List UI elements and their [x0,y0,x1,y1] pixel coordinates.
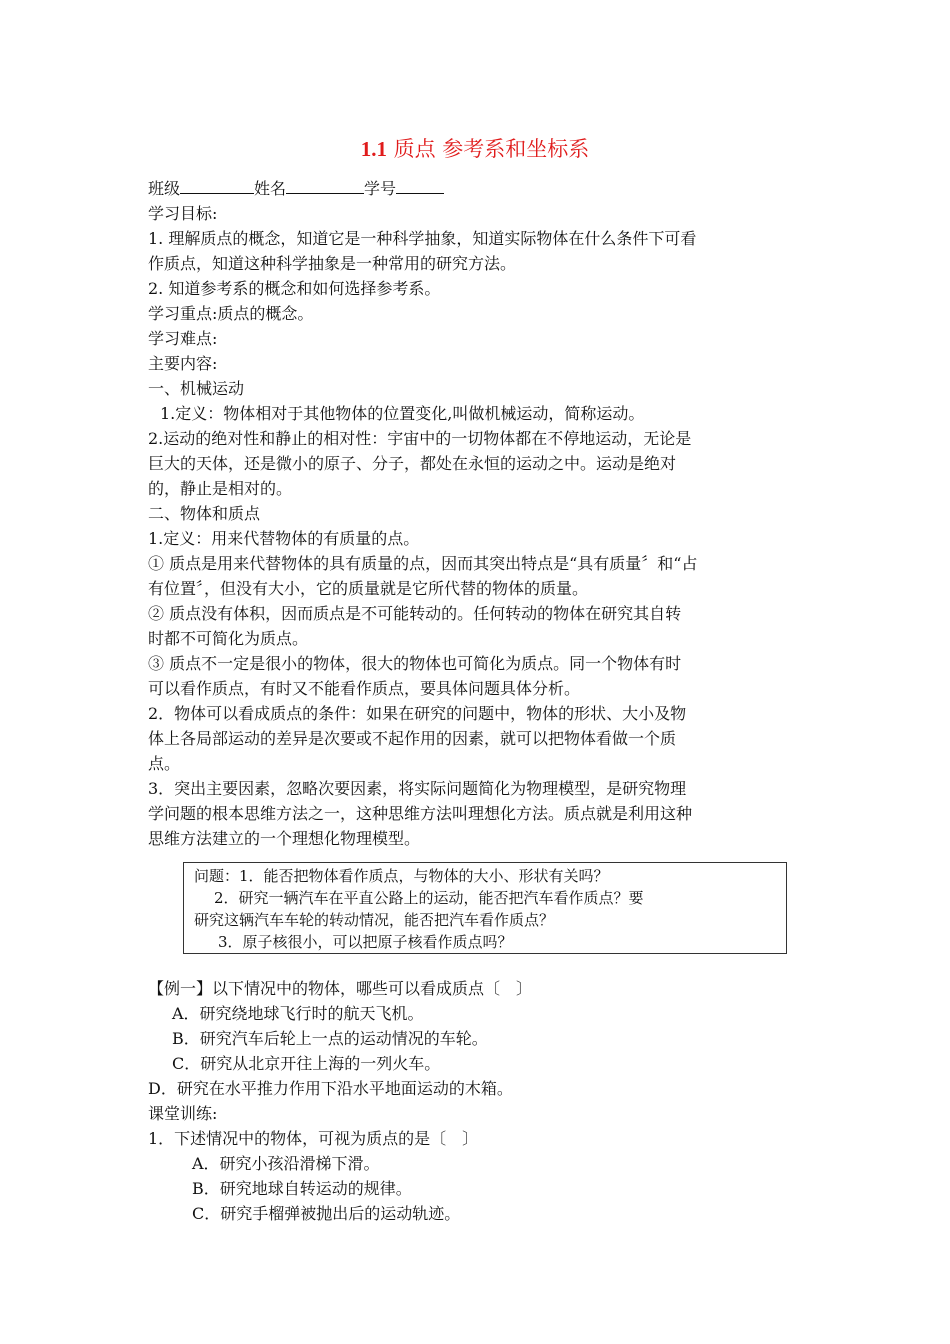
text-line: 学问题的根本思维方法之一，这种思维方法叫理想化方法。质点就是利用这种 [148,804,693,823]
text-line: 的，静止是相对的。 [148,479,293,498]
title-number: 1.1 [360,137,387,161]
text-line: ③ 质点不一定是很小的物体，很大的物体也可简化为质点。同一个物体有时 [148,654,682,673]
example-option: A．研究绕地球飞行时的航天飞机。 [172,1004,424,1023]
text-line: 学习目标: [148,204,218,223]
text-line: 学习重点:质点的概念。 [148,304,314,323]
practice-option: B．研究地球自转运动的规律。 [192,1179,412,1198]
text-line: 体上各局部运动的差异是次要或不起作用的因素，就可以把物体看做一个质 [148,729,677,748]
text-line: 巨大的天体，还是微小的原子、分子，都处在永恒的运动之中。运动是绝对 [148,454,677,473]
text-line: 一、机械运动 [148,379,245,398]
practice-option: C．研究手榴弹被抛出后的运动轨迹。 [192,1204,461,1223]
box-line: 问题：1．能否把物体看作质点，与物体的大小、形状有关吗？ [194,867,609,885]
practice-option: A．研究小孩沿滑梯下滑。 [192,1154,380,1173]
text-line: 二、物体和质点 [148,504,261,523]
text-line: 思维方法建立的一个理想化物理模型。 [148,829,421,848]
name-blank [286,176,364,194]
text-line: 1.定义：物体相对于其他物体的位置变化,叫做机械运动，简称运动。 [160,404,645,423]
name-label: 姓名 [254,179,287,198]
text-line: 1. 理解质点的概念，知道它是一种科学抽象，知道实际物体在什么条件下可看 [148,229,697,248]
text-line: 主要内容: [148,354,218,373]
text-line: 学习难点: [148,329,218,348]
text-line: ① 质点是用来代替物体的具有质量的点，因而其突出特点是“具有质量〞和“占 [148,554,698,573]
text-line: 可以看作质点，有时又不能看作质点，要具体问题具体分析。 [148,679,581,698]
class-blank [180,176,254,194]
text-line: ② 质点没有体积，因而质点是不可能转动的。任何转动的物体在研究其自转 [148,604,682,623]
example-question [148,976,808,1001]
example-option: D．研究在水平推力作用下沿水平地面运动的木箱。 [148,1079,513,1098]
document-title [0,136,950,162]
practice-question: 1．下述情况中的物体，可视为质点的是〔 〕 [148,1129,479,1148]
text-line: 1.定义：用来代替物体的有质量的点。 [148,529,420,548]
text-line: 2. 知道参考系的概念和如何选择参考系。 [148,279,441,298]
box-line: 3．原子核很小，可以把原子核看作质点吗？ [218,933,513,951]
class-label: 班级 [148,179,181,198]
practice-heading: 课堂训练: [148,1104,218,1123]
text-line: 2．物体可以看成质点的条件：如果在研究的问题中，物体的形状、大小及物 [148,704,687,723]
text-line: 点。 [148,754,181,773]
question-box [183,862,787,954]
id-label: 学号 [364,179,397,198]
example-tag: 【例一】 [148,979,213,998]
example-option: C．研究从北京开往上海的一列火车。 [172,1054,441,1073]
box-line: 研究这辆汽车车轮的转动情况，能否把汽车看作质点？ [194,911,555,929]
student-info-line [148,176,808,201]
document-body [148,176,808,1226]
text-line: 作质点，知道这种科学抽象是一种常用的研究方法。 [148,254,517,273]
text-line: 3．突出主要因素，忽略次要因素，将实际问题简化为物理模型，是研究物理 [148,779,687,798]
box-line: 2．研究一辆汽车在平直公路上的运动，能否把汽车看作质点？要 [214,889,644,907]
id-blank [396,176,444,194]
example-text: 以下情况中的物体，哪些可以看成质点〔 〕 [212,979,533,998]
example-option: B．研究汽车后轮上一点的运动情况的车轮。 [172,1029,488,1048]
text-line: 2.运动的绝对性和静止的相对性：宇宙中的一切物体都在不停地运动，无论是 [148,429,692,448]
text-line: 时都不可简化为质点。 [148,629,309,648]
text-line: 有位置〞，但没有大小，它的质量就是它所代替的物体的质量。 [148,579,589,598]
title-text: 质点 参考系和坐标系 [393,137,590,161]
